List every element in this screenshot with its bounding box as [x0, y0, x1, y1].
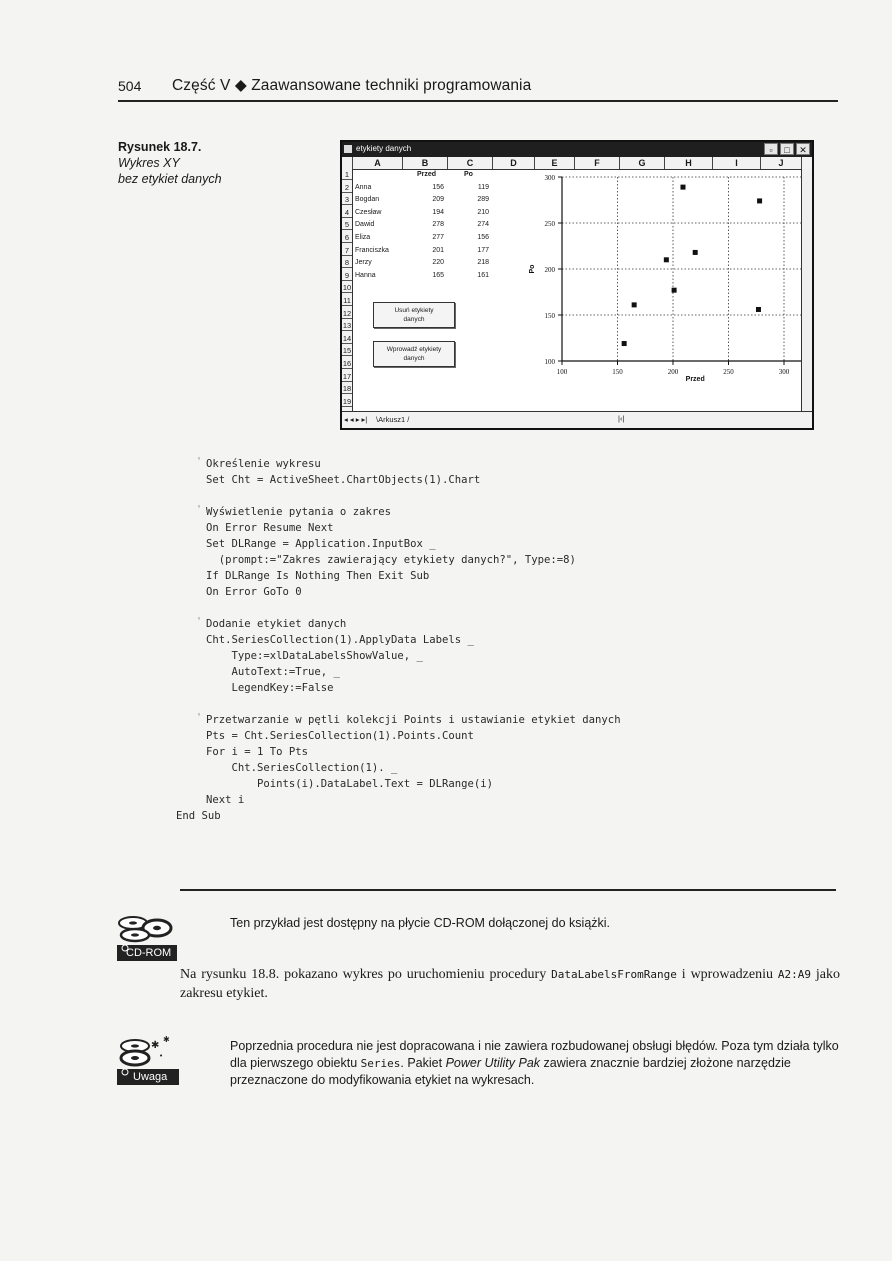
- paragraph-code: A2:A9: [777, 968, 811, 981]
- table-cell[interactable]: 289: [477, 196, 489, 204]
- code-line: LegendKey:=False: [206, 682, 334, 694]
- paragraph-text: i wprowadzeniu: [676, 967, 778, 982]
- svg-text:•: •: [159, 1052, 164, 1060]
- table-cell[interactable]: 201: [432, 246, 444, 254]
- header-rule: [118, 100, 838, 102]
- paragraph-text: jako zakresu etykiet.: [180, 967, 840, 1001]
- y-tick-label: 250: [544, 220, 555, 228]
- paragraph-text: Na rysunku 18.8. pokazano wykres po uruchomieniu procedury: [180, 967, 552, 982]
- code-line: Type:=xlDataLabelsShowValue, _: [206, 650, 423, 662]
- column-header[interactable]: J: [761, 157, 802, 169]
- table-cell[interactable]: 177: [477, 246, 489, 254]
- header-cell[interactable]: Przed: [417, 171, 437, 178]
- row-header[interactable]: 13: [342, 321, 352, 331]
- row-header[interactable]: 1: [342, 169, 352, 180]
- code-line: Pts = Cht.SeriesCollection(1).Points.Count: [206, 730, 474, 742]
- section-rule: [180, 889, 836, 891]
- table-cell[interactable]: 274: [477, 221, 489, 229]
- y-axis-label: Po: [529, 264, 536, 274]
- table-cell[interactable]: 209: [432, 196, 444, 204]
- code-line: Przetwarzanie w pętli kolekcji Points i ustawianie etykiet danych: [206, 714, 621, 726]
- code-line: Set DLRange = Application.InputBox _: [206, 538, 436, 550]
- column-header[interactable]: C: [448, 157, 493, 169]
- row-header[interactable]: 15: [342, 346, 352, 356]
- y-tick-label: 200: [544, 266, 555, 274]
- cd-rom-icon: [117, 910, 177, 962]
- table-cell[interactable]: 218: [477, 259, 489, 267]
- code-line: Określenie wykresu: [206, 458, 321, 470]
- table-cell[interactable]: Anna: [355, 183, 372, 191]
- code-line: AutoText:=True, _: [206, 666, 340, 678]
- row-header[interactable]: 19: [342, 396, 352, 406]
- column-header[interactable]: H: [665, 157, 713, 169]
- code-line: Points(i).DataLabel.Text = DLRange(i): [206, 778, 494, 790]
- table-cell[interactable]: 165: [432, 271, 444, 279]
- column-header[interactable]: A: [353, 157, 403, 169]
- paragraph-code: DataLabelsFromRange: [551, 968, 677, 981]
- row-header[interactable]: 7: [342, 245, 352, 256]
- row-header[interactable]: 11: [343, 296, 351, 305]
- body-paragraph: [180, 965, 840, 1003]
- code-line: On Error GoTo 0: [206, 586, 302, 598]
- select-all-corner[interactable]: [342, 157, 353, 169]
- row-header[interactable]: 8: [342, 257, 352, 268]
- code-line: Cht.SeriesCollection(1).ApplyData Labels _: [206, 634, 474, 646]
- x-tick-label: 200: [667, 368, 679, 376]
- table-cell[interactable]: 161: [477, 271, 489, 279]
- warning-text: Poprzednia procedura nie jest dopracowana i nie zawiera rozbudowanej obsługi błędów. Poza tym działa tylko dla pierwszego obiektu: [230, 1039, 839, 1070]
- scatter-plot: [516, 169, 802, 397]
- code-line: If DLRange Is Nothing Then Exit Sub: [206, 570, 430, 582]
- row-header[interactable]: 5: [342, 219, 352, 230]
- x-axis-label: Przed: [685, 376, 705, 383]
- table-cell[interactable]: 119: [477, 183, 489, 191]
- data-point: [756, 307, 761, 312]
- column-header[interactable]: I: [713, 157, 761, 169]
- figure-caption-title: Rysunek 18.7.: [118, 140, 202, 154]
- warning-note: [230, 1038, 842, 1089]
- y-tick-label: 300: [544, 174, 555, 182]
- warning-text: . Pakiet: [400, 1056, 446, 1070]
- table-cell[interactable]: 194: [432, 208, 444, 216]
- row-header[interactable]: 4: [342, 207, 352, 218]
- table-cell[interactable]: 220: [432, 259, 444, 267]
- row-header[interactable]: 14: [342, 333, 352, 343]
- code-line: For i = 1 To Pts: [206, 746, 309, 758]
- figure-caption: [118, 139, 328, 187]
- svg-text:✱: ✱: [163, 1035, 170, 1044]
- comment-mark: ': [196, 712, 203, 723]
- cd-rom-note: Ten przykład jest dostępny na płycie CD-ROM dołączonej do książki.: [230, 916, 611, 930]
- xy-chart[interactable]: [516, 169, 802, 397]
- x-tick-label: 250: [723, 368, 734, 376]
- table-cell[interactable]: Jerzy: [355, 259, 372, 267]
- comment-mark: ': [196, 504, 203, 515]
- code-line: On Error Resume Next: [206, 522, 334, 534]
- sheet-tab-bar: [342, 411, 812, 428]
- table-cell[interactable]: Dawid: [355, 221, 375, 229]
- data-point: [757, 198, 762, 203]
- row-header[interactable]: 6: [342, 232, 352, 243]
- table-cell[interactable]: 277: [432, 234, 444, 241]
- table-cell[interactable]: 156: [477, 234, 489, 241]
- data-point: [632, 302, 637, 307]
- figure-caption-line: Wykres XY: [118, 156, 180, 170]
- warning-italic: Power Utility Pak: [445, 1056, 541, 1070]
- minimize-icon[interactable]: ▫: [764, 143, 778, 155]
- column-header[interactable]: B: [403, 157, 448, 169]
- comment-mark: ': [196, 616, 203, 627]
- chapter-title: Część V ◆ Zaawansowane techniki programowania: [172, 77, 532, 94]
- header-cell[interactable]: Po: [464, 171, 473, 178]
- row-header[interactable]: 18: [342, 384, 352, 394]
- column-header[interactable]: D: [493, 157, 535, 169]
- remove-labels-button-label: Usuń etykiety: [394, 307, 434, 314]
- data-point: [672, 288, 677, 293]
- remove-labels-button-label: danych: [403, 316, 425, 323]
- x-tick-label: 300: [778, 368, 790, 376]
- table-cell[interactable]: Czesław: [355, 208, 382, 216]
- code-line: Cht.SeriesCollection(1). _: [206, 762, 398, 774]
- window-title: etykiety danych: [356, 144, 412, 153]
- row-header[interactable]: 17: [342, 371, 352, 381]
- table-cell[interactable]: Franciszka: [355, 246, 389, 254]
- code-line: Dodanie etykiet danych: [206, 618, 347, 630]
- cd-rom-icon-label: CD-ROM: [126, 947, 172, 959]
- sheet-tab-arkusz1[interactable]: \Arkusz1 /: [376, 415, 410, 424]
- table-cell[interactable]: Eliza: [355, 234, 371, 241]
- table-cell[interactable]: Hanna: [355, 271, 376, 279]
- vertical-scrollbar[interactable]: [801, 169, 812, 412]
- remove-labels-button[interactable]: [373, 302, 455, 328]
- table-cell[interactable]: 210: [477, 208, 489, 216]
- row-header[interactable]: 16: [342, 359, 352, 368]
- warning-note-icon: [117, 1034, 179, 1086]
- window-titlebar[interactable]: [342, 142, 812, 157]
- code-line: End Sub: [176, 810, 221, 822]
- add-labels-button-label: Wprowadź etykiety: [386, 346, 442, 353]
- code-line: Set Cht = ActiveSheet.ChartObjects(1).Chart: [206, 474, 481, 486]
- table-cell[interactable]: 156: [432, 183, 444, 191]
- code-line: Next i: [206, 794, 245, 806]
- data-point: [680, 185, 685, 190]
- column-header[interactable]: G: [620, 157, 665, 169]
- y-tick-label: 100: [544, 358, 555, 366]
- row-header[interactable]: 10: [342, 283, 352, 293]
- close-icon[interactable]: ✕: [796, 143, 810, 155]
- column-header[interactable]: F: [575, 157, 620, 169]
- figure-caption-line: bez etykiet danych: [118, 172, 222, 186]
- warning-code: Series: [360, 1057, 401, 1070]
- row-header[interactable]: 12: [342, 308, 352, 318]
- code-line: Wyświetlenie pytania o zakres: [206, 506, 391, 518]
- add-labels-button-label: danych: [403, 355, 425, 362]
- sheet-nav-arrows[interactable]: ◂ ◂ ▸ ▸|: [344, 415, 368, 424]
- comment-mark: ': [196, 456, 203, 467]
- code-line: (prompt:="Zakres zawierający etykiety danych?", Type:=8): [206, 554, 576, 566]
- row-headers: [342, 169, 353, 412]
- excel-window: [340, 140, 814, 430]
- row-header[interactable]: 3: [342, 194, 352, 205]
- y-tick-label: 150: [544, 312, 555, 320]
- data-point: [622, 341, 627, 346]
- warning-text: zawiera znacznie bardziej złożone narzędzie przeznaczone do modyfikowania etykiet na wykresach.: [230, 1056, 791, 1087]
- warning-note-icon-label: Uwaga: [133, 1071, 168, 1083]
- svg-text:✱: ✱: [151, 1040, 160, 1051]
- data-point: [693, 250, 698, 255]
- page-number: 504: [118, 78, 142, 94]
- data-point: [664, 257, 669, 262]
- row-header[interactable]: 9: [342, 270, 352, 281]
- row-header[interactable]: 2: [342, 182, 352, 193]
- table-cell[interactable]: Bogdan: [355, 196, 380, 204]
- add-labels-button[interactable]: [373, 341, 455, 367]
- x-tick-label: 150: [612, 368, 623, 376]
- column-header[interactable]: E: [535, 157, 575, 169]
- table-cell[interactable]: 278: [432, 221, 444, 229]
- x-tick-label: 100: [556, 368, 568, 376]
- horizontal-scrollbar[interactable]: |‹|: [618, 414, 625, 423]
- maximize-icon[interactable]: □: [780, 143, 794, 155]
- workbook-icon[interactable]: [344, 145, 352, 153]
